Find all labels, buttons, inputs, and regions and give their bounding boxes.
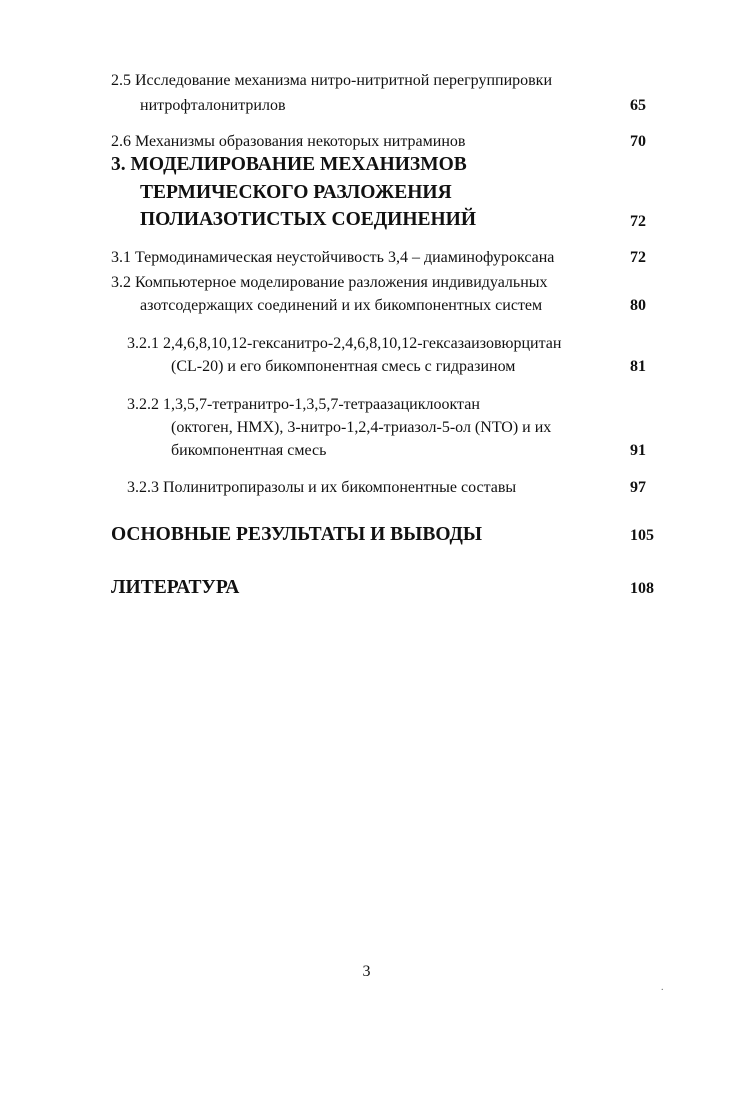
- toc-entry-3-2-2-line-1: 3.2.2 1,3,5,7-тетранитро-1,3,5,7-тетраазациклооктан: [127, 396, 480, 413]
- toc-entry-3-2-line-1: 3.2 Компьютерное моделирование разложения индивидуальных: [111, 274, 548, 291]
- toc-entry-3-2-2-line-3: бикомпонентная смесь: [171, 442, 327, 459]
- toc-literature-page: 108: [630, 580, 654, 597]
- toc-entry-3-2-1-line-2: (CL-20) и его бикомпонентная смесь с гидразином: [171, 358, 516, 375]
- toc-chapter-3-line-1: 3. МОДЕЛИРОВАНИЕ МЕХАНИЗМОВ: [111, 154, 467, 175]
- toc-entry-3-2-line-2: азотсодержащих соединений и их бикомпонентных систем: [140, 297, 543, 314]
- toc-entry-3-1-page: 72: [630, 249, 646, 266]
- toc-entry-2-6-page: 70: [630, 133, 646, 150]
- toc-literature-title: ЛИТЕРАТУРА: [111, 577, 240, 598]
- toc-results-title: ОСНОВНЫЕ РЕЗУЛЬТАТЫ И ВЫВОДЫ: [111, 524, 483, 545]
- toc-entry-3-2-1-page: 81: [630, 358, 646, 375]
- toc-results-page: 105: [630, 527, 654, 544]
- toc-entry-3-1-line-1: 3.1 Термодинамическая неустойчивость 3,4 – диаминофуроксана: [111, 249, 555, 266]
- toc-chapter-3-line-3: ПОЛИАЗОТИСТЫХ СОЕДИНЕНИЙ: [140, 209, 477, 230]
- toc-chapter-3-line-2: ТЕРМИЧЕСКОГО РАЗЛОЖЕНИЯ: [140, 182, 452, 203]
- toc-entry-2-5-page: 65: [630, 97, 646, 114]
- toc-entry-3-2-page: 80: [630, 297, 646, 314]
- page-number: 3: [362, 963, 371, 980]
- corner-mark: .: [661, 982, 664, 993]
- toc-entry-2-5-line-1: 2.5 Исследование механизма нитро-нитритной перегруппировки: [111, 72, 553, 89]
- toc-entry-2-5-line-2: нитрофталонитрилов: [140, 97, 286, 114]
- toc-entry-3-2-2-page: 91: [630, 442, 646, 459]
- toc-entry-2-6-line-1: 2.6 Механизмы образования некоторых нитраминов: [111, 133, 466, 150]
- toc-entry-3-2-1-line-1: 3.2.1 2,4,6,8,10,12-гексанитро-2,4,6,8,10,12-гексазаизовюрцитан: [127, 335, 562, 352]
- toc-entry-3-2-2-line-2: (октоген, HMX), 3-нитро-1,2,4-триазол-5-ол (NTO) и их: [171, 419, 552, 436]
- toc-entry-3-2-3-page: 97: [630, 479, 646, 496]
- toc-entry-3-2-3-line-1: 3.2.3 Полинитропиразолы и их бикомпонентные составы: [127, 479, 517, 496]
- toc-chapter-3-page: 72: [630, 213, 646, 230]
